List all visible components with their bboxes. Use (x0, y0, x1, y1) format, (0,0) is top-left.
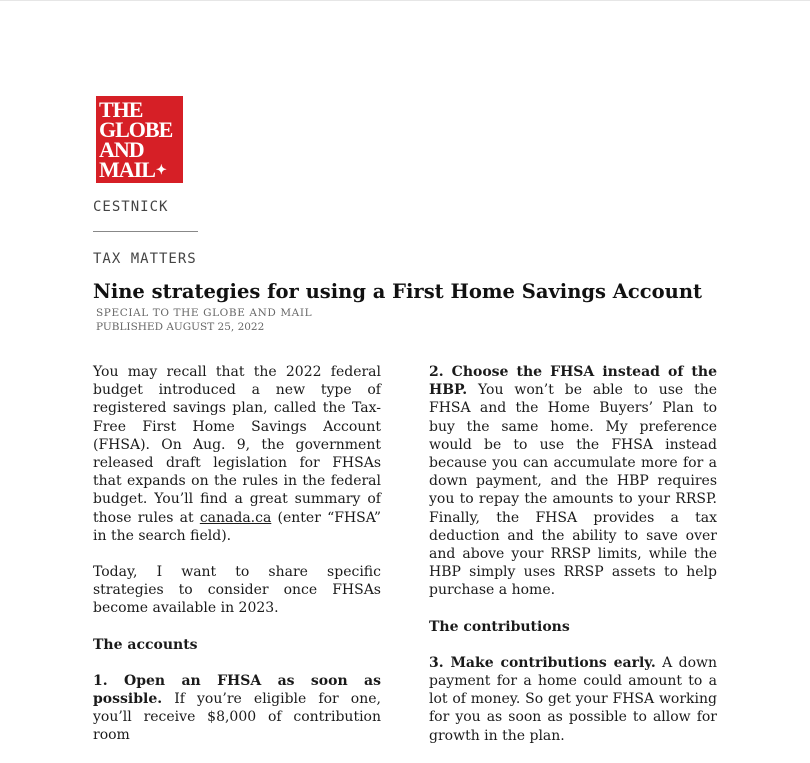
logo-line-3: AND (99, 137, 144, 162)
logo-line-4-wrap (99, 157, 183, 182)
top-divider (0, 0, 810, 1)
byline: SPECIAL TO THE GLOBE AND MAIL (96, 307, 313, 319)
strategy-2-title: 2. Choose the FHSA instead of the HBP. (429, 364, 717, 399)
logo-line-4: MAIL (99, 157, 155, 182)
heading-contributions: The contributions (429, 618, 570, 635)
intro-paragraph (93, 363, 381, 545)
strategy-1-title: 1. Open an FHSA as soon as possible. (93, 672, 381, 708)
strategy-intro-paragraph: Today, I want to share specific strategies to consider once FHSAs become available in 2023. (93, 564, 381, 617)
article-headline: Nine strategies for using a First Home Savings Account (93, 280, 703, 303)
logo-line-1: THE (99, 97, 143, 122)
canada-ca-link[interactable]: canada.ca (199, 509, 272, 526)
published-date: PUBLISHED AUGUST 25, 2022 (96, 321, 265, 333)
heading-accounts: The accounts (93, 636, 198, 653)
strategy-2-text: You won’t be able to use the FHSA and the Home Buyers’ Plan to buy the same home. My preference would be to use the FHSA instead because you can accumulate more for a down payment, and the HBP requires you to repay the amounts to your RRSP. Finally, the FHSA provides a tax deduction and the ability to save over and above your RRSP limits, while the HBP simply uses RRSP assets to help purchase a home. (429, 382, 717, 599)
intro-text: You may recall that the 2022 federal budget introduced a new type of registered savings plan, called the Tax-Free First Home Savings Account (FHSA). On Aug. 9, the government released draft legislation for FHSAs that expands on the rules in the federal budget. You’ll find a great summary of those rules at (93, 364, 381, 526)
left-column (93, 363, 381, 763)
logo-line-2: GLOBE (99, 117, 173, 142)
strategy-3-paragraph (429, 654, 717, 745)
strategy-1-paragraph (93, 672, 381, 745)
strategy-2-paragraph (429, 363, 717, 600)
strategy-3-text: A down payment for a home could amount to a lot of money. So get your FHSA working for you as soon as possible to allow for growth in the plan. (429, 654, 718, 744)
section-label[interactable]: CESTNICK (93, 199, 169, 215)
strategy-3-title: 3. Make contributions early. (429, 654, 656, 671)
section-divider (93, 231, 198, 232)
kicker-label[interactable]: TAX MATTERS (93, 251, 197, 267)
strategy-1-text: If you’re eligible for one, you’ll receive $8,000 of contribution room (93, 691, 381, 744)
intro-text-end: (enter “FHSA” in the search field). (93, 509, 381, 544)
globe-and-mail-logo[interactable] (96, 96, 183, 183)
maple-leaf-icon: ✦ (155, 162, 166, 177)
right-column (429, 363, 717, 763)
